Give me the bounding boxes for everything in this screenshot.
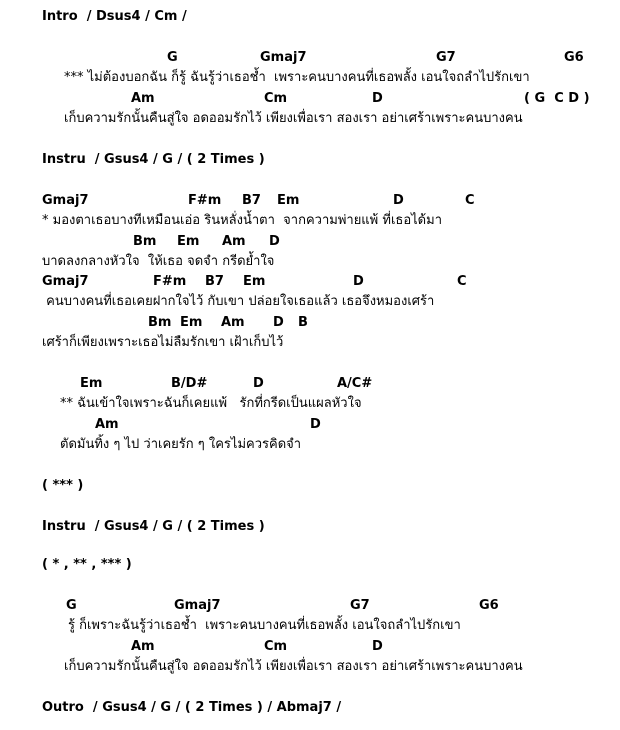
chord: Em (277, 193, 300, 208)
chord: G6 (479, 598, 499, 613)
lyric-line: เก็บความรักนั้นคืนสู่ใจ อดออมรักไว้ เพียงเพื่อเรา สองเรา อย่าเศร้าเพราะคนบางคน (64, 659, 523, 674)
chord: Am (221, 315, 245, 330)
lyric-line: *** ไม่ต้องบอกฉัน ก็รู้ ฉันรู้ว่าเธอช้ำ เพราะคนบางคนที่เธอพลั้ง เอนใจถลำไปรักเขา (64, 70, 530, 85)
intro-line: Intro / Dsus4 / Cm / (42, 9, 187, 24)
chord: D (372, 91, 383, 106)
lyric-line: รู้ ก็เพราะฉันรู้ว่าเธอช้ำ เพราะคนบางคนที่เธอพลั้ง เอนใจถลำไปรักเขา (68, 618, 461, 633)
chord: Gmaj7 (174, 598, 221, 613)
lyric-line: * มองตาเธอบางทีเหมือนเอ่อ รินหลั่งน้ำตา จากความพ่ายแพ้ ที่เธอได้มา (42, 213, 442, 228)
chord: Am (95, 417, 119, 432)
instru-line: Instru / Gsus4 / G / ( 2 Times ) (42, 152, 265, 167)
repeat-marker: ( * , ** , *** ) (42, 557, 132, 572)
chord: D (273, 315, 284, 330)
chord: F#m (153, 274, 187, 289)
chord: Em (243, 274, 266, 289)
instru-line: Instru / Gsus4 / G / ( 2 Times ) (42, 519, 265, 534)
chord: B7 (205, 274, 224, 289)
lyric-line: เศร้าก็เพียงเพราะเธอไม่ลืมรักเขา เฝ้าเก็บไว้ (42, 335, 284, 350)
chord: G7 (350, 598, 370, 613)
chord: Em (80, 376, 103, 391)
lyric-line: ตัดมันทิ้ง ๆ ไป ว่าเคยรัก ๆ ใครไม่ควรคิดจำ (60, 437, 302, 452)
chord: D (353, 274, 364, 289)
chord: D (372, 639, 383, 654)
chord: C (457, 274, 467, 289)
chord: Cm (264, 91, 288, 106)
lyric-line: คนบางคนที่เธอเคยฝากใจไว้ กับเขา ปล่อยใจเธอแล้ว เธอจึงหมองเศร้า (42, 294, 435, 309)
chord: D (310, 417, 321, 432)
chord: B7 (242, 193, 261, 208)
chord: ( G C D ) (524, 91, 590, 106)
chord: G (167, 50, 178, 65)
chord: D (253, 376, 264, 391)
chord: Am (131, 639, 155, 654)
chord: Em (177, 234, 200, 249)
chord: Bm (133, 234, 157, 249)
chord: Em (180, 315, 203, 330)
lyric-line: ** ฉันเข้าใจเพราะฉันก็เคยแพ้ รักที่กรีดเป็นแผลหัวใจ (60, 396, 362, 411)
chord: Gmaj7 (42, 274, 89, 289)
chord: Gmaj7 (260, 50, 307, 65)
chord: F#m (188, 193, 222, 208)
chord: B (298, 315, 308, 330)
lyric-line: เก็บความรักนั้นคืนสู่ใจ อดออมรักไว้ เพียงเพื่อเรา สองเรา อย่าเศร้าเพราะคนบางคน (64, 111, 523, 126)
lyric-line: บาดลงกลางหัวใจ ให้เธอ จดจำ กรีดย้ำใจ (42, 254, 275, 269)
chord: G7 (436, 50, 456, 65)
chord: B/D# (171, 376, 208, 391)
chord: Bm (148, 315, 172, 330)
chord: Am (222, 234, 246, 249)
chord: G6 (564, 50, 584, 65)
chord: G (66, 598, 77, 613)
chord: D (393, 193, 404, 208)
repeat-marker: ( *** ) (42, 478, 84, 493)
chord: A/C# (337, 376, 373, 391)
outro-line: Outro / Gsus4 / G / ( 2 Times ) / Abmaj7 / (42, 700, 342, 715)
chord: D (269, 234, 280, 249)
chord: Cm (264, 639, 288, 654)
chord: Am (131, 91, 155, 106)
chord: C (465, 193, 475, 208)
chord: Gmaj7 (42, 193, 89, 208)
